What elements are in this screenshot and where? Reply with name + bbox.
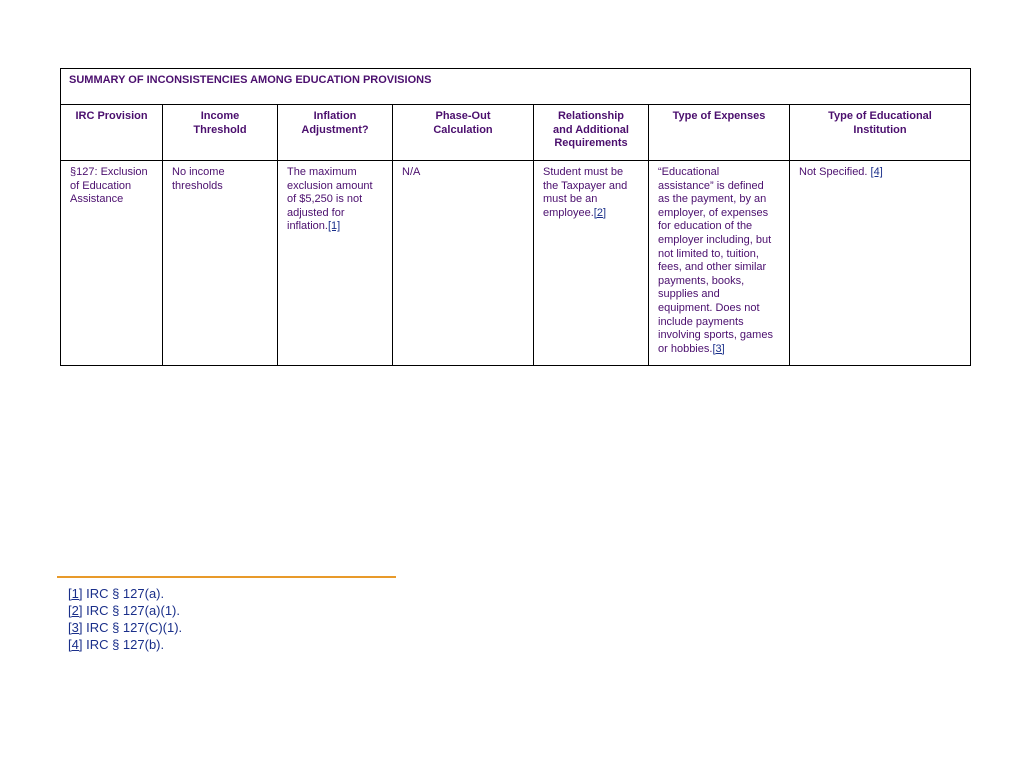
footnote-ref[interactable]: [2] [68,603,83,618]
cell-text: §127: Exclusion of Education Assistance [70,166,148,206]
cell-relationship [534,161,649,366]
header-label: IRC Provision [75,110,148,122]
footnote-link[interactable]: [4] [870,166,883,178]
footnote [68,585,182,602]
footnote [68,619,182,636]
cell-phase-out [393,161,534,366]
footnotes [68,585,182,653]
footnote-link[interactable]: [1] [327,220,341,233]
cell-income-threshold [163,161,278,366]
footnote-ref[interactable]: [1] [68,586,83,601]
footnote-text: IRC § 127(C)(1). [82,620,183,635]
table-row [61,161,971,366]
footnote-text: IRC § 127(a)(1). [82,603,181,618]
summary-table [60,68,971,366]
footnote-link[interactable]: [3] [712,342,725,355]
cell-type-of-expenses [649,161,790,366]
footnote-separator [57,576,396,578]
header-label: Relationship and Additional Requirements [553,110,629,150]
header-label: Phase-Out Calculation [433,110,493,136]
cell-text: Not Specified. [799,166,871,178]
footnote-ref[interactable]: [4] [68,637,83,652]
cell-text: N/A [402,166,421,178]
footnote-text: IRC § 127(b). [82,637,165,652]
cell-text: The maximum exclusion amount of $5,250 is not adjusted for inflation. [287,166,373,233]
footnote-link[interactable]: [2] [593,206,606,219]
footnote [68,602,182,619]
cell-text: “Educational assistance” is defined as the payment, by an employer, of expenses for education of the employer including, but not limited to, tuition, fees, and other similar payments, books, supplies and equipment. Does not include payments involving sports, games or hobbies. [658,166,773,355]
footnote-ref[interactable]: [3] [68,620,83,635]
cell-type-of-institution [790,161,971,366]
header-irc-provision [61,105,163,161]
footnote [68,636,182,653]
header-label: Income Threshold [193,110,247,136]
header-relationship [534,105,649,161]
cell-irc-provision [61,161,163,366]
cell-text: Student must be the Taxpayer and must be an employee. [543,166,628,219]
header-type-of-expenses [649,105,790,161]
cell-inflation-adjustment [278,161,393,366]
header-label: Type of Educational Institution [828,110,932,136]
header-income-threshold [163,105,278,161]
footnote-text: IRC § 127(a). [82,586,165,601]
title-row [61,69,971,105]
header-phase-out [393,105,534,161]
header-type-of-institution [790,105,971,161]
table-title: SUMMARY OF INCONSISTENCIES AMONG EDUCATION PROVISIONS [61,69,971,105]
cell-text: No income thresholds [172,166,225,192]
header-inflation-adjustment [278,105,393,161]
header-row [61,105,971,161]
header-label: Type of Expenses [672,110,766,122]
header-label: Inflation Adjustment? [301,110,369,136]
